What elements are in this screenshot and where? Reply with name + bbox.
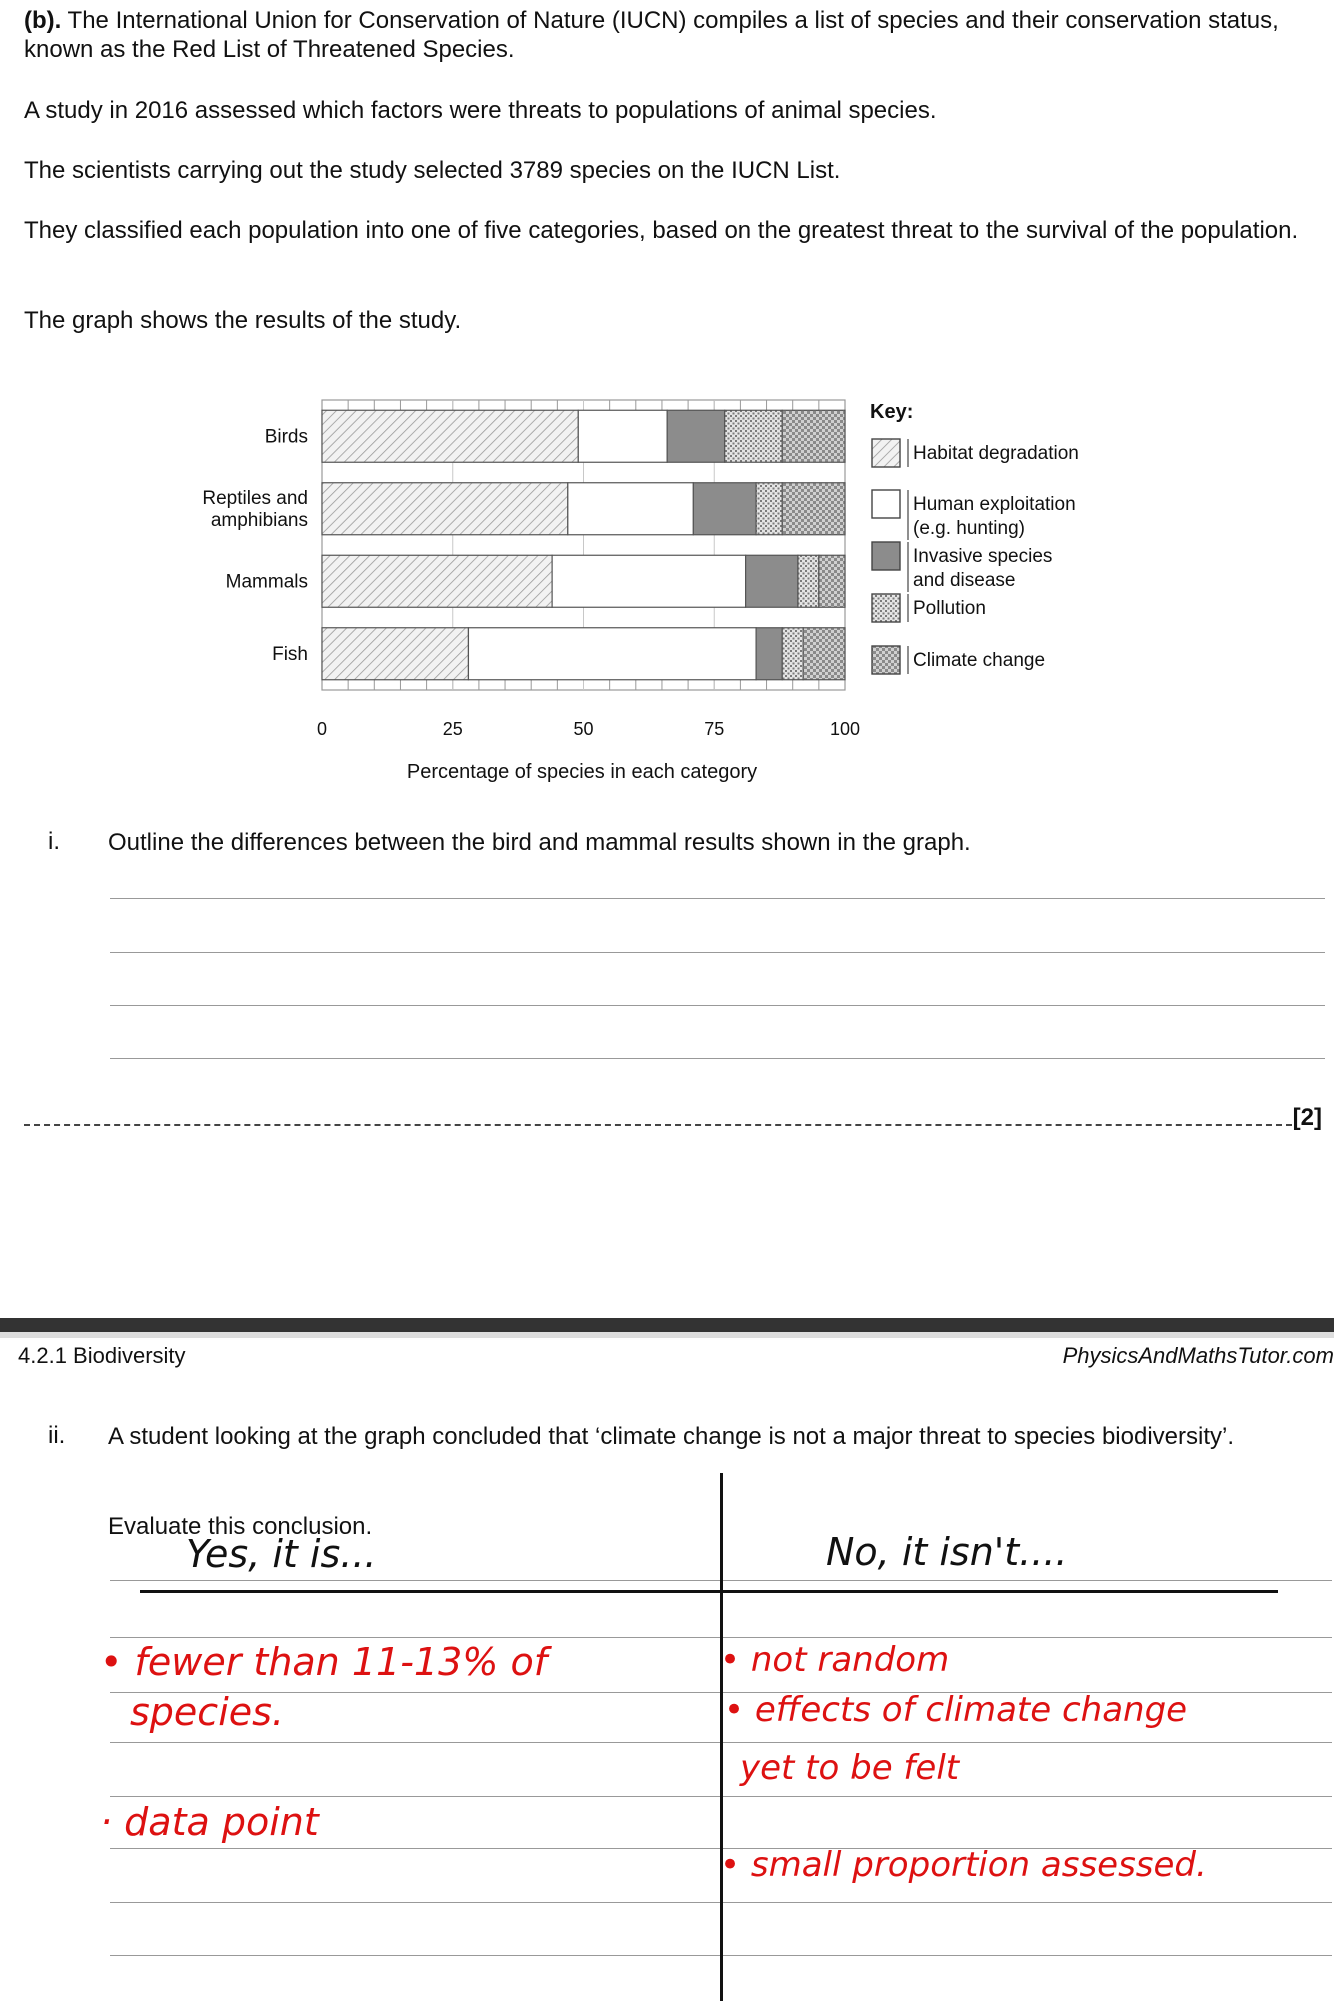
handwritten-heading-underline [140, 1590, 1278, 1593]
bar-segment-habitat-degradation [322, 410, 578, 462]
category-label [272, 644, 308, 665]
legend-label-line2: (e.g. hunting) [913, 518, 1025, 539]
question-ii-number: ii. [48, 1422, 66, 1449]
category-label [265, 426, 308, 447]
threat-bar-chart [0, 390, 1334, 800]
intro-paragraph-1 [24, 6, 1304, 64]
answer-line-dashed[interactable] [24, 1124, 1292, 1126]
bar-segment-climate-change [782, 483, 845, 535]
handwritten-no-point-2-cont: yet to be felt [740, 1748, 960, 1788]
answer-line[interactable] [110, 952, 1325, 953]
bar-segment-invasive-species-and-disease [746, 555, 798, 607]
question-ii-text: A student looking at the graph concluded that ‘climate change is not a major threat to species biodiversity’. [108, 1423, 1234, 1450]
question-i-text: Outline the differences between the bird and mammal results shown in the graph. [108, 829, 971, 856]
intro-paragraph-5: The graph shows the results of the study. [24, 307, 462, 334]
handwritten-no-heading: No, it isn't.... [826, 1530, 1068, 1574]
legend-label: Invasive species [913, 546, 1053, 567]
bar-segment-habitat-degradation [322, 628, 468, 680]
answer-line[interactable] [110, 898, 1325, 899]
intro-text-1: The International Union for Conservation of Nature (IUCN) compiles a list of species and their conservation status, known as the Red List of Threatened Species. [24, 7, 1279, 63]
handwritten-no-point-1: • not random [720, 1640, 950, 1680]
handwritten-no-point-3-text: small proportion assessed. [750, 1845, 1207, 1885]
bar-segment-human-exploitation-e-g-hunting [552, 555, 746, 607]
legend-swatch [872, 542, 900, 570]
marks-indicator: [2] [1292, 1104, 1322, 1131]
x-tick-label: 50 [573, 719, 594, 739]
handwritten-no-point-2-text: effects of climate change [754, 1690, 1188, 1730]
x-tick-label: 75 [704, 719, 725, 739]
x-axis-label: Percentage of species in each category [406, 761, 758, 783]
legend-label: Pollution [913, 598, 986, 619]
bar-segment-human-exploitation-e-g-hunting [568, 483, 694, 535]
footer-topic: 4.2.1 Biodiversity [18, 1343, 186, 1368]
x-tick-label: 100 [829, 719, 861, 739]
bar-segment-human-exploitation-e-g-hunting [468, 628, 756, 680]
legend-swatch [872, 646, 900, 674]
bar-segment-invasive-species-and-disease [693, 483, 756, 535]
legend-swatch [872, 594, 900, 622]
intro-paragraph-4: They classified each population into one of five categories, based on the greatest threat to the survival of the population. [24, 217, 1299, 244]
x-tick-label: 25 [442, 719, 463, 739]
bar-segment-climate-change [803, 628, 845, 680]
bar-segment-pollution [756, 483, 782, 535]
bar-segment-human-exploitation-e-g-hunting [578, 410, 667, 462]
x-tick-label: 0 [316, 719, 328, 739]
question-ii-instruction: Evaluate this conclusion. [108, 1513, 373, 1540]
handwritten-yes-heading: Yes, it is... [186, 1532, 377, 1576]
handwritten-column-divider [720, 1473, 723, 2001]
bar-segment-habitat-degradation [322, 555, 552, 607]
category-label [202, 488, 308, 531]
answer-line[interactable] [110, 1005, 1325, 1006]
handwritten-no-point-3: • small proportion assessed. [720, 1845, 1207, 1885]
category-label [226, 571, 308, 592]
handwritten-no-point-2: • effects of climate change [724, 1690, 1188, 1730]
category-label-line: amphibians [210, 509, 308, 531]
bar-segment-pollution [782, 628, 803, 680]
chart-x-ticks [317, 719, 860, 739]
category-label-line: Birds [264, 426, 308, 448]
legend-label: Human exploitation [913, 494, 1076, 515]
answer-line[interactable] [110, 1058, 1325, 1059]
handwritten-yes-point-1-cont: species. [130, 1690, 285, 1734]
category-label-line: Fish [272, 643, 308, 665]
page-break-shadow [0, 1332, 1334, 1338]
bar-segment-climate-change [819, 555, 845, 607]
question-i-number: i. [48, 828, 60, 855]
handwritten-yes-point-2: · data point [100, 1800, 319, 1844]
bar-segment-habitat-degradation [322, 483, 568, 535]
handwritten-yes-point-1: • fewer than 11-13% of [100, 1640, 548, 1684]
bar-segment-invasive-species-and-disease [756, 628, 782, 680]
legend-swatch [872, 490, 900, 518]
chart-category-labels [202, 426, 308, 665]
handwritten-no-point-1-text: not random [750, 1640, 950, 1680]
intro-paragraph-3: The scientists carrying out the study selected 3789 species on the IUCN List. [24, 157, 841, 184]
bar-segment-invasive-species-and-disease [667, 410, 725, 462]
part-label: (b). [24, 7, 62, 34]
legend-label-line2: and disease [913, 570, 1016, 591]
bar-segment-pollution [725, 410, 783, 462]
legend-swatch [872, 439, 900, 467]
category-label-line: Mammals [225, 571, 308, 593]
handwritten-yes-point-2-text: data point [124, 1800, 319, 1844]
legend-label: Habitat degradation [913, 443, 1079, 464]
footer-site: PhysicsAndMathsTutor.com [1062, 1343, 1334, 1368]
bar-segment-climate-change [782, 410, 845, 462]
category-label-line: Reptiles and [202, 487, 308, 509]
intro-paragraph-2: A study in 2016 assessed which factors were threats to populations of animal species. [24, 97, 937, 124]
legend-label: Climate change [913, 650, 1046, 671]
handwritten-yes-point-1-text: fewer than 11-13% of [134, 1640, 548, 1684]
legend-title: Key: [870, 401, 914, 423]
page-break-bar [0, 1318, 1334, 1332]
bar-segment-pollution [798, 555, 819, 607]
chart-legend [872, 439, 1079, 674]
